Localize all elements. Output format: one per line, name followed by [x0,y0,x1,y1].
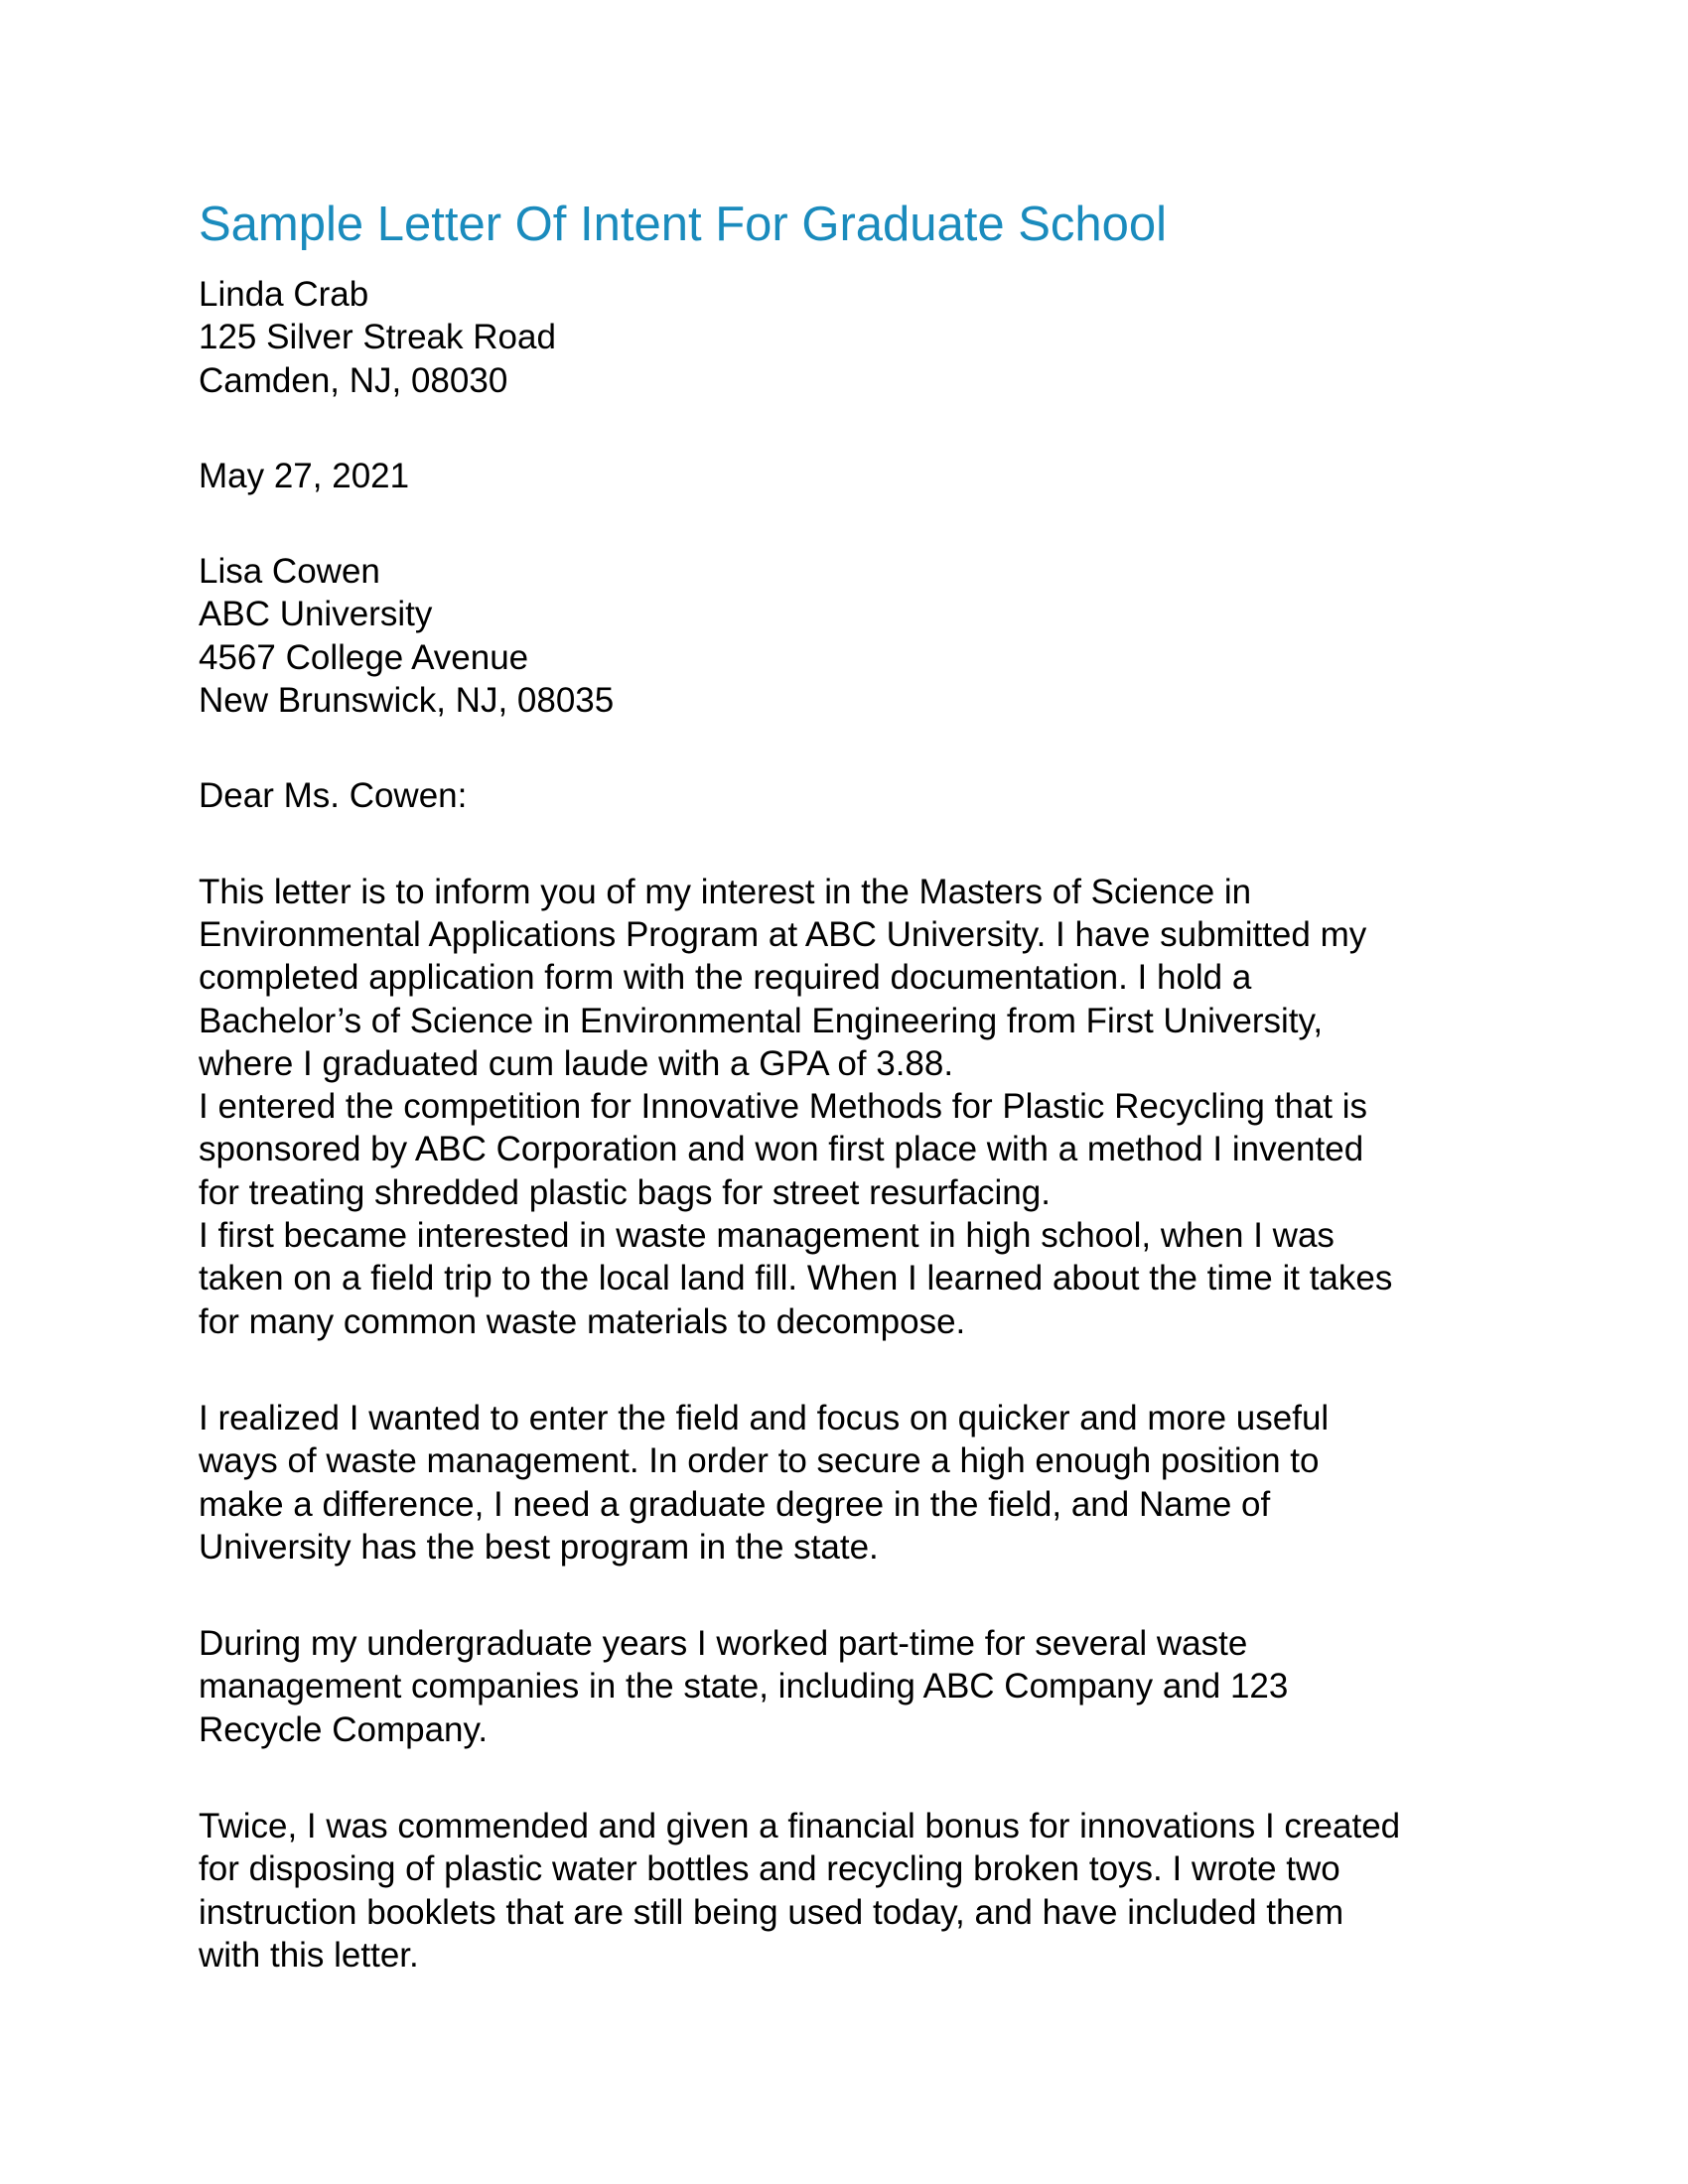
letter-date: May 27, 2021 [199,456,410,495]
paragraph-line: This letter is to inform you of my interest in the Masters of Science in [199,872,1252,911]
body-paragraph-4 [199,1805,1509,1977]
paragraph-line: Twice, I was commended and given a financial bonus for innovations I created [199,1807,1401,1846]
sender-address [199,273,1509,402]
paragraph-line: I realized I wanted to enter the field and focus on quicker and more useful [199,1398,1330,1437]
body-paragraph-3 [199,1622,1509,1751]
sender-city: Camden, NJ, 08030 [199,360,508,400]
paragraph-line: management companies in the state, including ABC Company and 123 [199,1667,1289,1706]
salutation: Dear Ms. Cowen: [199,776,468,816]
paragraph-line: completed application form with the required documentation. I hold a [199,958,1252,998]
paragraph-line: Environmental Applications Program at ABC University. I have submitted my [199,914,1367,954]
sender-street: 125 Silver Streak Road [199,318,556,357]
paragraph-line: Recycle Company. [199,1709,489,1749]
recipient-address [199,550,1509,722]
paragraph-line: with this letter. [199,1935,419,1975]
paragraph-line: for disposing of plastic water bottles and recycling broken toys. I wrote two [199,1849,1340,1889]
recipient-name: Lisa Cowen [199,552,380,592]
paragraph-line: During my undergraduate years I worked part-time for several waste [199,1624,1248,1664]
paragraph-line: I first became interested in waste management in high school, when I was [199,1216,1335,1256]
paragraph-line: where I graduated cum laude with a GPA of 3.88. [199,1043,954,1083]
paragraph-line: make a difference, I need a graduate degree in the field, and Name of [199,1484,1271,1524]
sender-name: Linda Crab [199,275,369,314]
paragraph-line: for treating shredded plastic bags for street resurfacing. [199,1172,1051,1212]
body-paragraph-1 [199,871,1509,1343]
paragraph-line: instruction booklets that are still being used today, and have included them [199,1892,1344,1932]
recipient-street: 4567 College Avenue [199,637,529,677]
body-paragraph-2 [199,1397,1509,1569]
paragraph-line: taken on a field trip to the local land fill. When I learned about the time it takes [199,1259,1393,1298]
paragraph-line: sponsored by ABC Corporation and won first place with a method I invented [199,1130,1364,1169]
letter-page [199,195,1509,1977]
paragraph-line: I entered the competition for Innovative Methods for Plastic Recycling that is [199,1087,1367,1127]
paragraph-line: University has the best program in the state. [199,1527,879,1567]
recipient-organization: ABC University [199,595,433,634]
paragraph-line: ways of waste management. In order to secure a high enough position to [199,1441,1320,1481]
paragraph-line: for many common waste materials to decompose. [199,1301,966,1341]
page-title: Sample Letter Of Intent For Graduate School [199,198,1168,251]
paragraph-line: Bachelor’s of Science in Environmental Engineering from First University, [199,1001,1324,1040]
recipient-city: New Brunswick, NJ, 08035 [199,681,615,721]
